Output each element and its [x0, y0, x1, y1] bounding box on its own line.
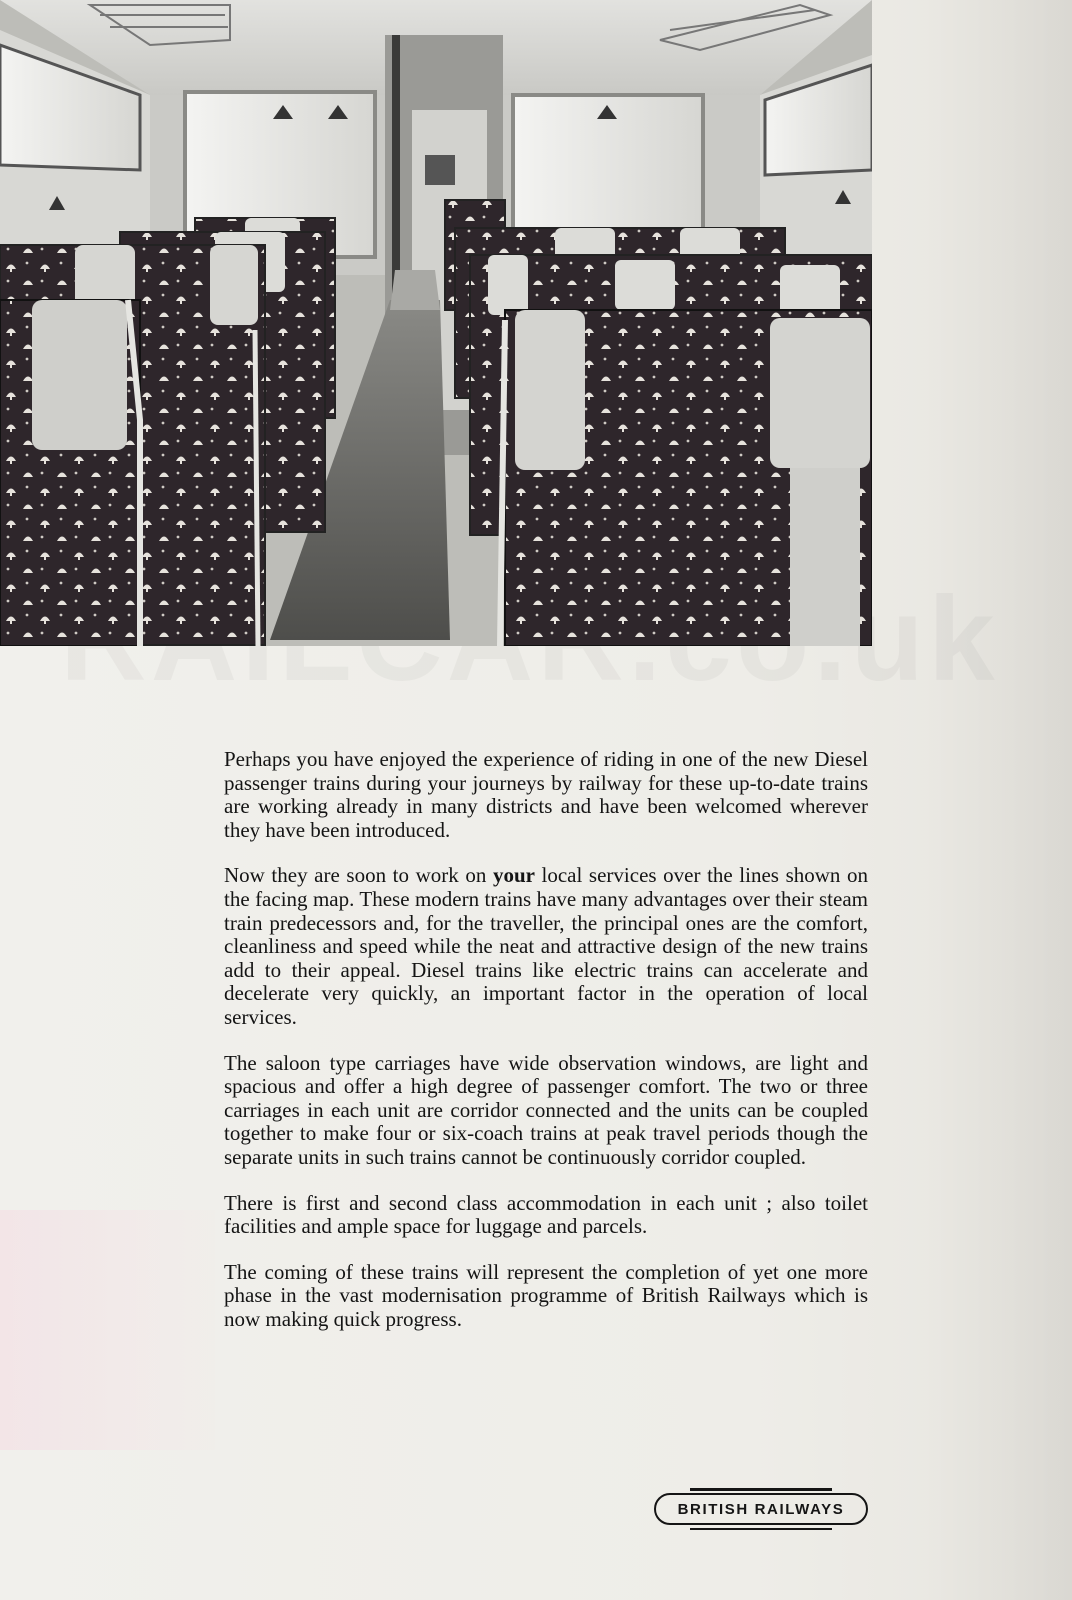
- paragraph-accommodation: There is first and second class accommodation in each unit ; also toilet facilities and ample space for luggage and parcels.: [224, 1190, 868, 1239]
- paragraph-intro: Perhaps you have enjoyed the experience of riding in one of the new Diesel passenger trains during your journeys by railway for these up-to-date trains are working already in many districts and have been welcomed wherever they have been introduced.: [224, 747, 868, 842]
- page-edge-shadow: [922, 0, 1072, 1600]
- paragraph-local-services: [224, 864, 868, 1029]
- paragraph-modernisation: The coming of these trains will represent the completion of yet one more phase in the vast modernisation programme of British Railways which is now making quick progress.: [224, 1259, 868, 1331]
- paragraph-saloon-carriages: The saloon type carriages have wide observation windows, are light and spacious and offer a high degree of passenger comfort. The two or three carriages in each unit are corridor connected and the units can be coupled together to make four or six-coach trains at peak travel periods though the separate units in such trains cannot be continuously corridor coupled.: [224, 1050, 868, 1169]
- british-railways-logo: BRITISH RAILWAYS: [654, 1493, 868, 1525]
- carriage-interior-photo: [0, 0, 872, 646]
- right-seats: [445, 200, 872, 646]
- p2-emphasis: your: [492, 863, 535, 888]
- p2-after: local services over the lines shown on the facing map. These modern trains have many advantages over their steam train predecessors and, for the traveller, the principal ones are the comfort, cleanliness and speed while the neat and attractive design of the new trains add to their appeal. Diesel trains like electric trains can accelerate and decelerate very quickly, an important factor in the operation of local services.: [224, 863, 868, 1029]
- body-text: [224, 748, 868, 1353]
- show-through-tint: [0, 1210, 215, 1450]
- p2-before: Now they are soon to work on: [224, 863, 493, 888]
